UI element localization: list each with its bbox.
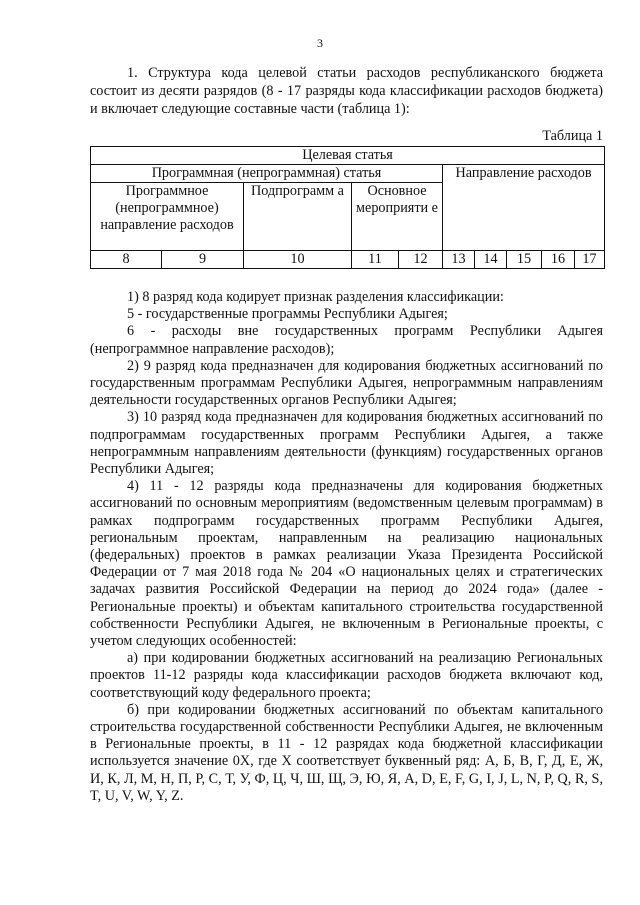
- digit-cell: 17: [575, 251, 605, 269]
- digit-cell: 8: [91, 251, 162, 269]
- paragraph: 4) 11 - 12 разряды кода предназначены для кодирования бюджетных ассигнований по основным мероприятиям (ведомственным целевым программам) в рамках подпрограмм государственных программ Республики Адыгея, региональным проектам, направленным на реализацию национальных (федеральных) проектов в рамках реализации Указа Президента Российской Федерации от 7 мая 2018 года № 204 «О национальных целях и стратегических задачах развития Российской Федерации на период до 2024 года» (далее - Региональные проекты) и объектам капитального строительства государственной собственности Республики Адыгея, не включенным в Региональные проекты, с учетом следующих особенностей:: [90, 478, 603, 650]
- paragraph: 1) 8 разряд кода кодирует признак разделения классификации:: [127, 289, 504, 305]
- main-event-header: Основное мероприяти е: [352, 183, 443, 251]
- digit-cell: 11: [352, 251, 399, 269]
- digit-cell: 13: [443, 251, 475, 269]
- direction-header: Направление расходов: [443, 165, 605, 251]
- digit-cell: 16: [542, 251, 575, 269]
- digit-cell: 12: [399, 251, 443, 269]
- paragraph: а) при кодировании бюджетных ассигнований на реализацию Региональных проектов 11-12 разряды кода классификации расходов бюджета включают код, соответствующий коду федерального проекта;: [90, 650, 603, 701]
- program-article-header: Программная (непрограммная) статья: [91, 165, 443, 183]
- program-direction-header: Программное (непрограммное) направление расходов: [91, 183, 244, 251]
- digit-cell: 10: [244, 251, 352, 269]
- paragraph: б) при кодировании бюджетных ассигнований по объектам капитального строительства государственной собственности Республики Адыгея, не включенным в Региональные проекты, в 11 - 12 разрядах кода бюджетной классификации используется значение 0Х, где Х соответствует буквенный ряд: А, Б, В, Г, Д, Е, Ж, И, К, Л, М, Н, П, Р, С, Т, У, Ф, Ц, Ч, Ш, Щ, Э, Ю, Я, A, D, E, F, G, I, J, L, N, P, Q, R, S, T, U, V, W, Y, Z.: [90, 701, 603, 804]
- table-title-cell: Целевая статья: [91, 147, 605, 165]
- digits-row: [91, 251, 605, 269]
- paragraph: 3) 10 разряд кода предназначен для кодирования бюджетных ассигнований по подпрограммам государственных программ Республики Адыгея, а также непрограммным направлениям деятельности (функциям) государственных органов Республики Адыгея;: [90, 409, 603, 478]
- target-article-structure-table: [90, 146, 605, 269]
- subprogram-header: Подпрограмм а: [244, 183, 352, 251]
- body-text: [90, 289, 603, 805]
- paragraph: 5 - государственные программы Республики Адыгея;: [127, 306, 448, 323]
- digit-cell: 9: [162, 251, 244, 269]
- page-number: 3: [317, 36, 323, 50]
- digit-cell: 15: [507, 251, 542, 269]
- paragraph: 6 - расходы вне государственных программ Республики Адыгея (непрограммное направление расходов);: [90, 323, 603, 357]
- digit-cell: 14: [475, 251, 507, 269]
- intro-paragraph: 1. Структура кода целевой статьи расходов республиканского бюджета состоит из десяти разрядов (8 - 17 разряды кода классификации расходов бюджета) и включает следующие составные части (таблица 1):: [90, 65, 603, 117]
- paragraph: 2) 9 разряд кода предназначен для кодирования бюджетных ассигнований по государственным программам Республики Адыгея, непрограммным направлениям деятельности государственных органов Республики Адыгея;: [90, 357, 603, 409]
- table-caption: Таблица 1: [542, 128, 603, 144]
